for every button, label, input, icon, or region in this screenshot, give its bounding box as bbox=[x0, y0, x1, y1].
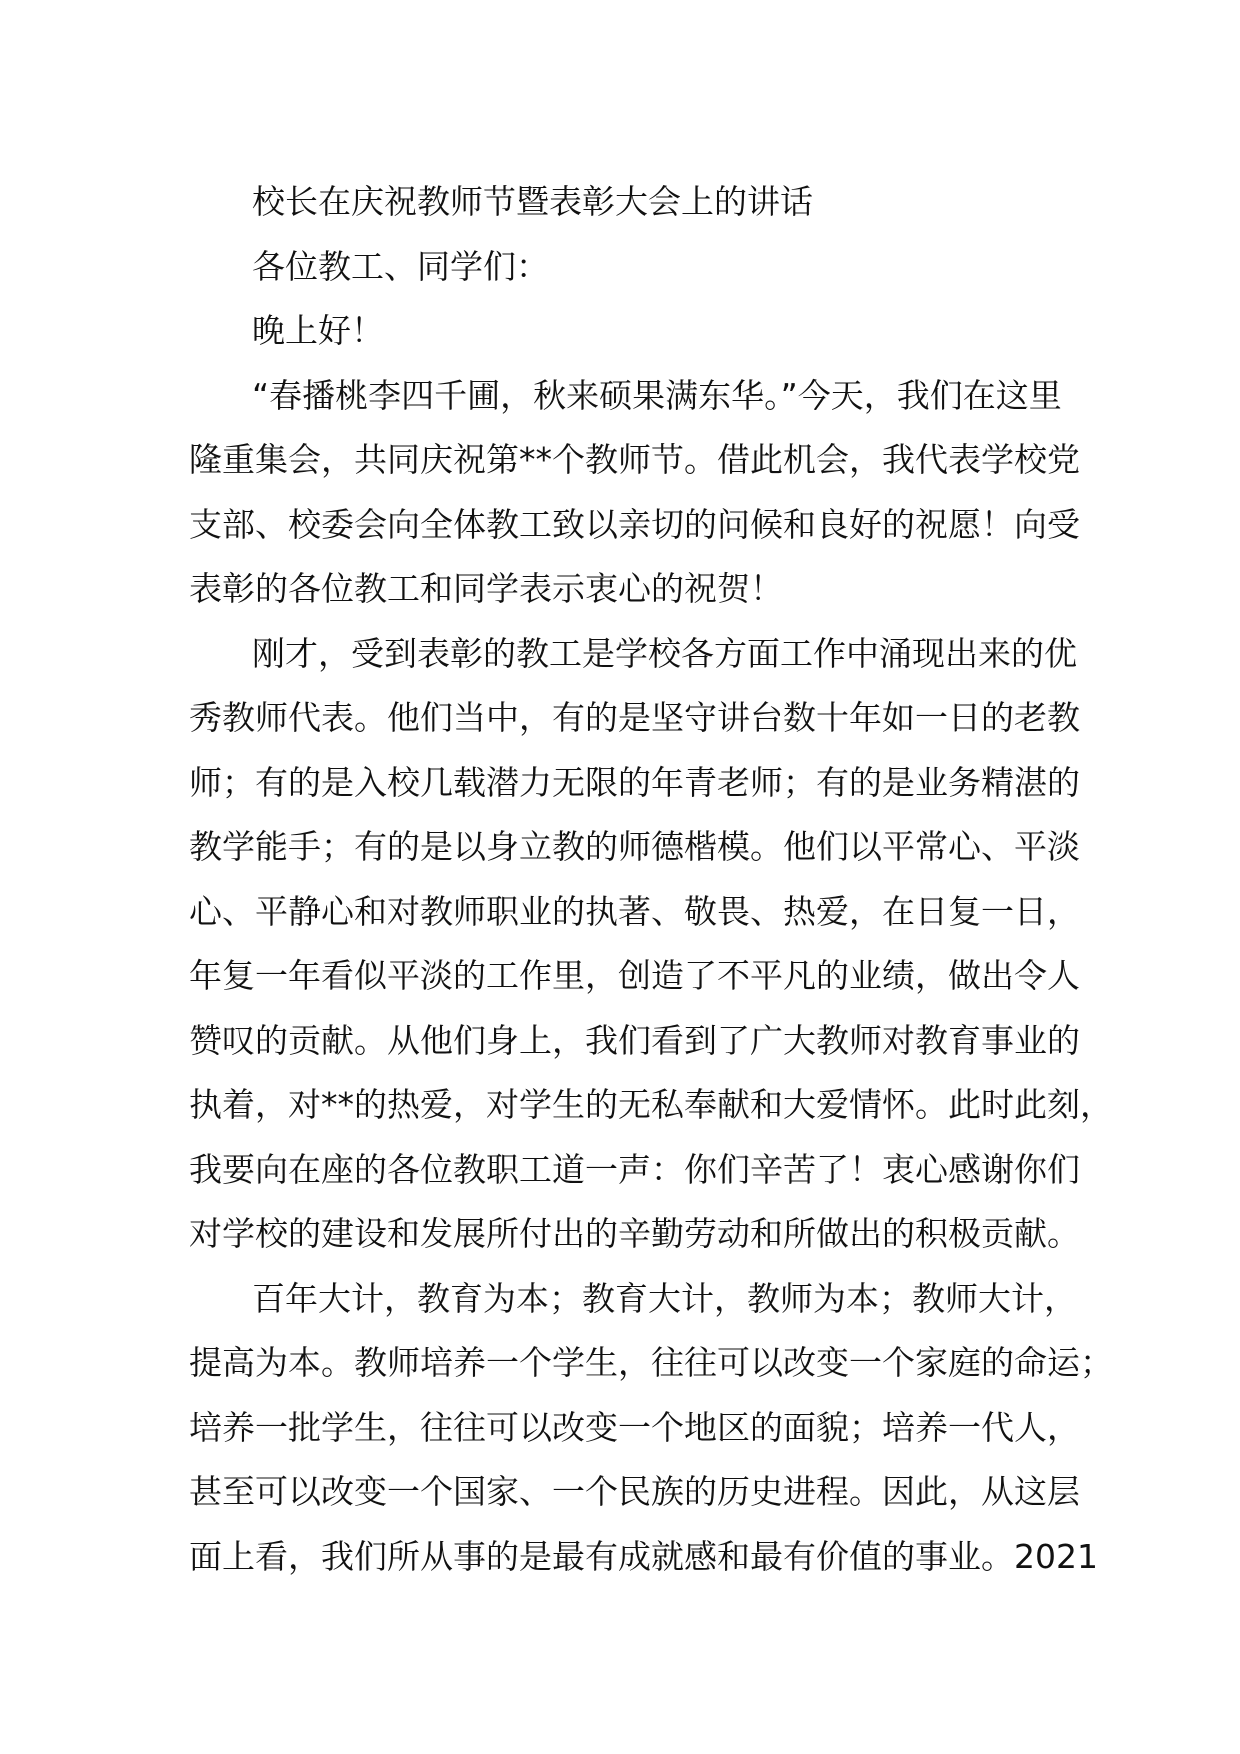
document-body bbox=[189, 170, 1113, 1589]
paragraph-2-line: 秀教师代表。他们当中，有的是坚守讲台数十年如一日的老教 bbox=[189, 698, 1080, 737]
paragraph-2-line: 年复一年看似平淡的工作里，创造了不平凡的业绩，做出令人 bbox=[189, 956, 1080, 995]
paragraph-2-line: 心、平静心和对教师职业的执著、敬畏、热爱，在日复一日， bbox=[189, 891, 1080, 931]
greeting: 晚上好！ bbox=[252, 311, 384, 350]
paragraph-2-line: 执着，对**的热爱，对学生的无私奉献和大爱情怀。此时此刻， bbox=[189, 1085, 1113, 1124]
paragraph-2-line: 刚才，受到表彰的教工是学校各方面工作中涌现出来的优 bbox=[252, 633, 1077, 673]
paragraph-1-line: 隆重集会，共同庆祝第**个教师节。借此机会，我代表学校党 bbox=[189, 440, 1080, 479]
paragraph-3-line: 面上看，我们所从事的是最有成就感和最有价值的事业。2021 bbox=[189, 1536, 1098, 1576]
paragraph-2-line: 对学校的建设和发展所付出的辛勤劳动和所做出的积极贡献。 bbox=[189, 1214, 1080, 1253]
paragraph-3-line: 提高为本。教师培养一个学生，往往可以改变一个家庭的命运； bbox=[189, 1343, 1113, 1382]
paragraph-3-line: 培养一批学生，往往可以改变一个地区的面貌；培养一代人， bbox=[189, 1407, 1080, 1447]
paragraph-1-line: 支部、校委会向全体教工致以亲切的问候和良好的祝愿！向受 bbox=[189, 504, 1080, 544]
paragraph-2-line: 师；有的是入校几载潜力无限的年青老师；有的是业务精湛的 bbox=[189, 762, 1080, 802]
paragraph-2-line: 教学能手；有的是以身立教的师德楷模。他们以平常心、平淡 bbox=[189, 827, 1080, 866]
paragraph-1-line: “春播桃李四千圃，秋来硕果满东华。”今天，我们在这里 bbox=[252, 375, 1062, 415]
paragraph-1-line: 表彰的各位教工和同学表示衷心的祝贺！ bbox=[189, 569, 783, 608]
salutation: 各位教工、同学们： bbox=[252, 246, 549, 286]
paragraph-3-line: 百年大计，教育为本；教育大计，教师为本；教师大计， bbox=[252, 1278, 1077, 1318]
speech-title: 校长在庆祝教师节暨表彰大会上的讲话 bbox=[252, 182, 813, 221]
paragraph-2-line: 赞叹的贡献。从他们身上，我们看到了广大教师对教育事业的 bbox=[189, 1020, 1080, 1060]
paragraph-2-line: 我要向在座的各位教职工道一声：你们辛苦了！衷心感谢你们 bbox=[189, 1149, 1080, 1189]
paragraph-3-line: 甚至可以改变一个国家、一个民族的历史进程。因此，从这层 bbox=[189, 1472, 1080, 1511]
